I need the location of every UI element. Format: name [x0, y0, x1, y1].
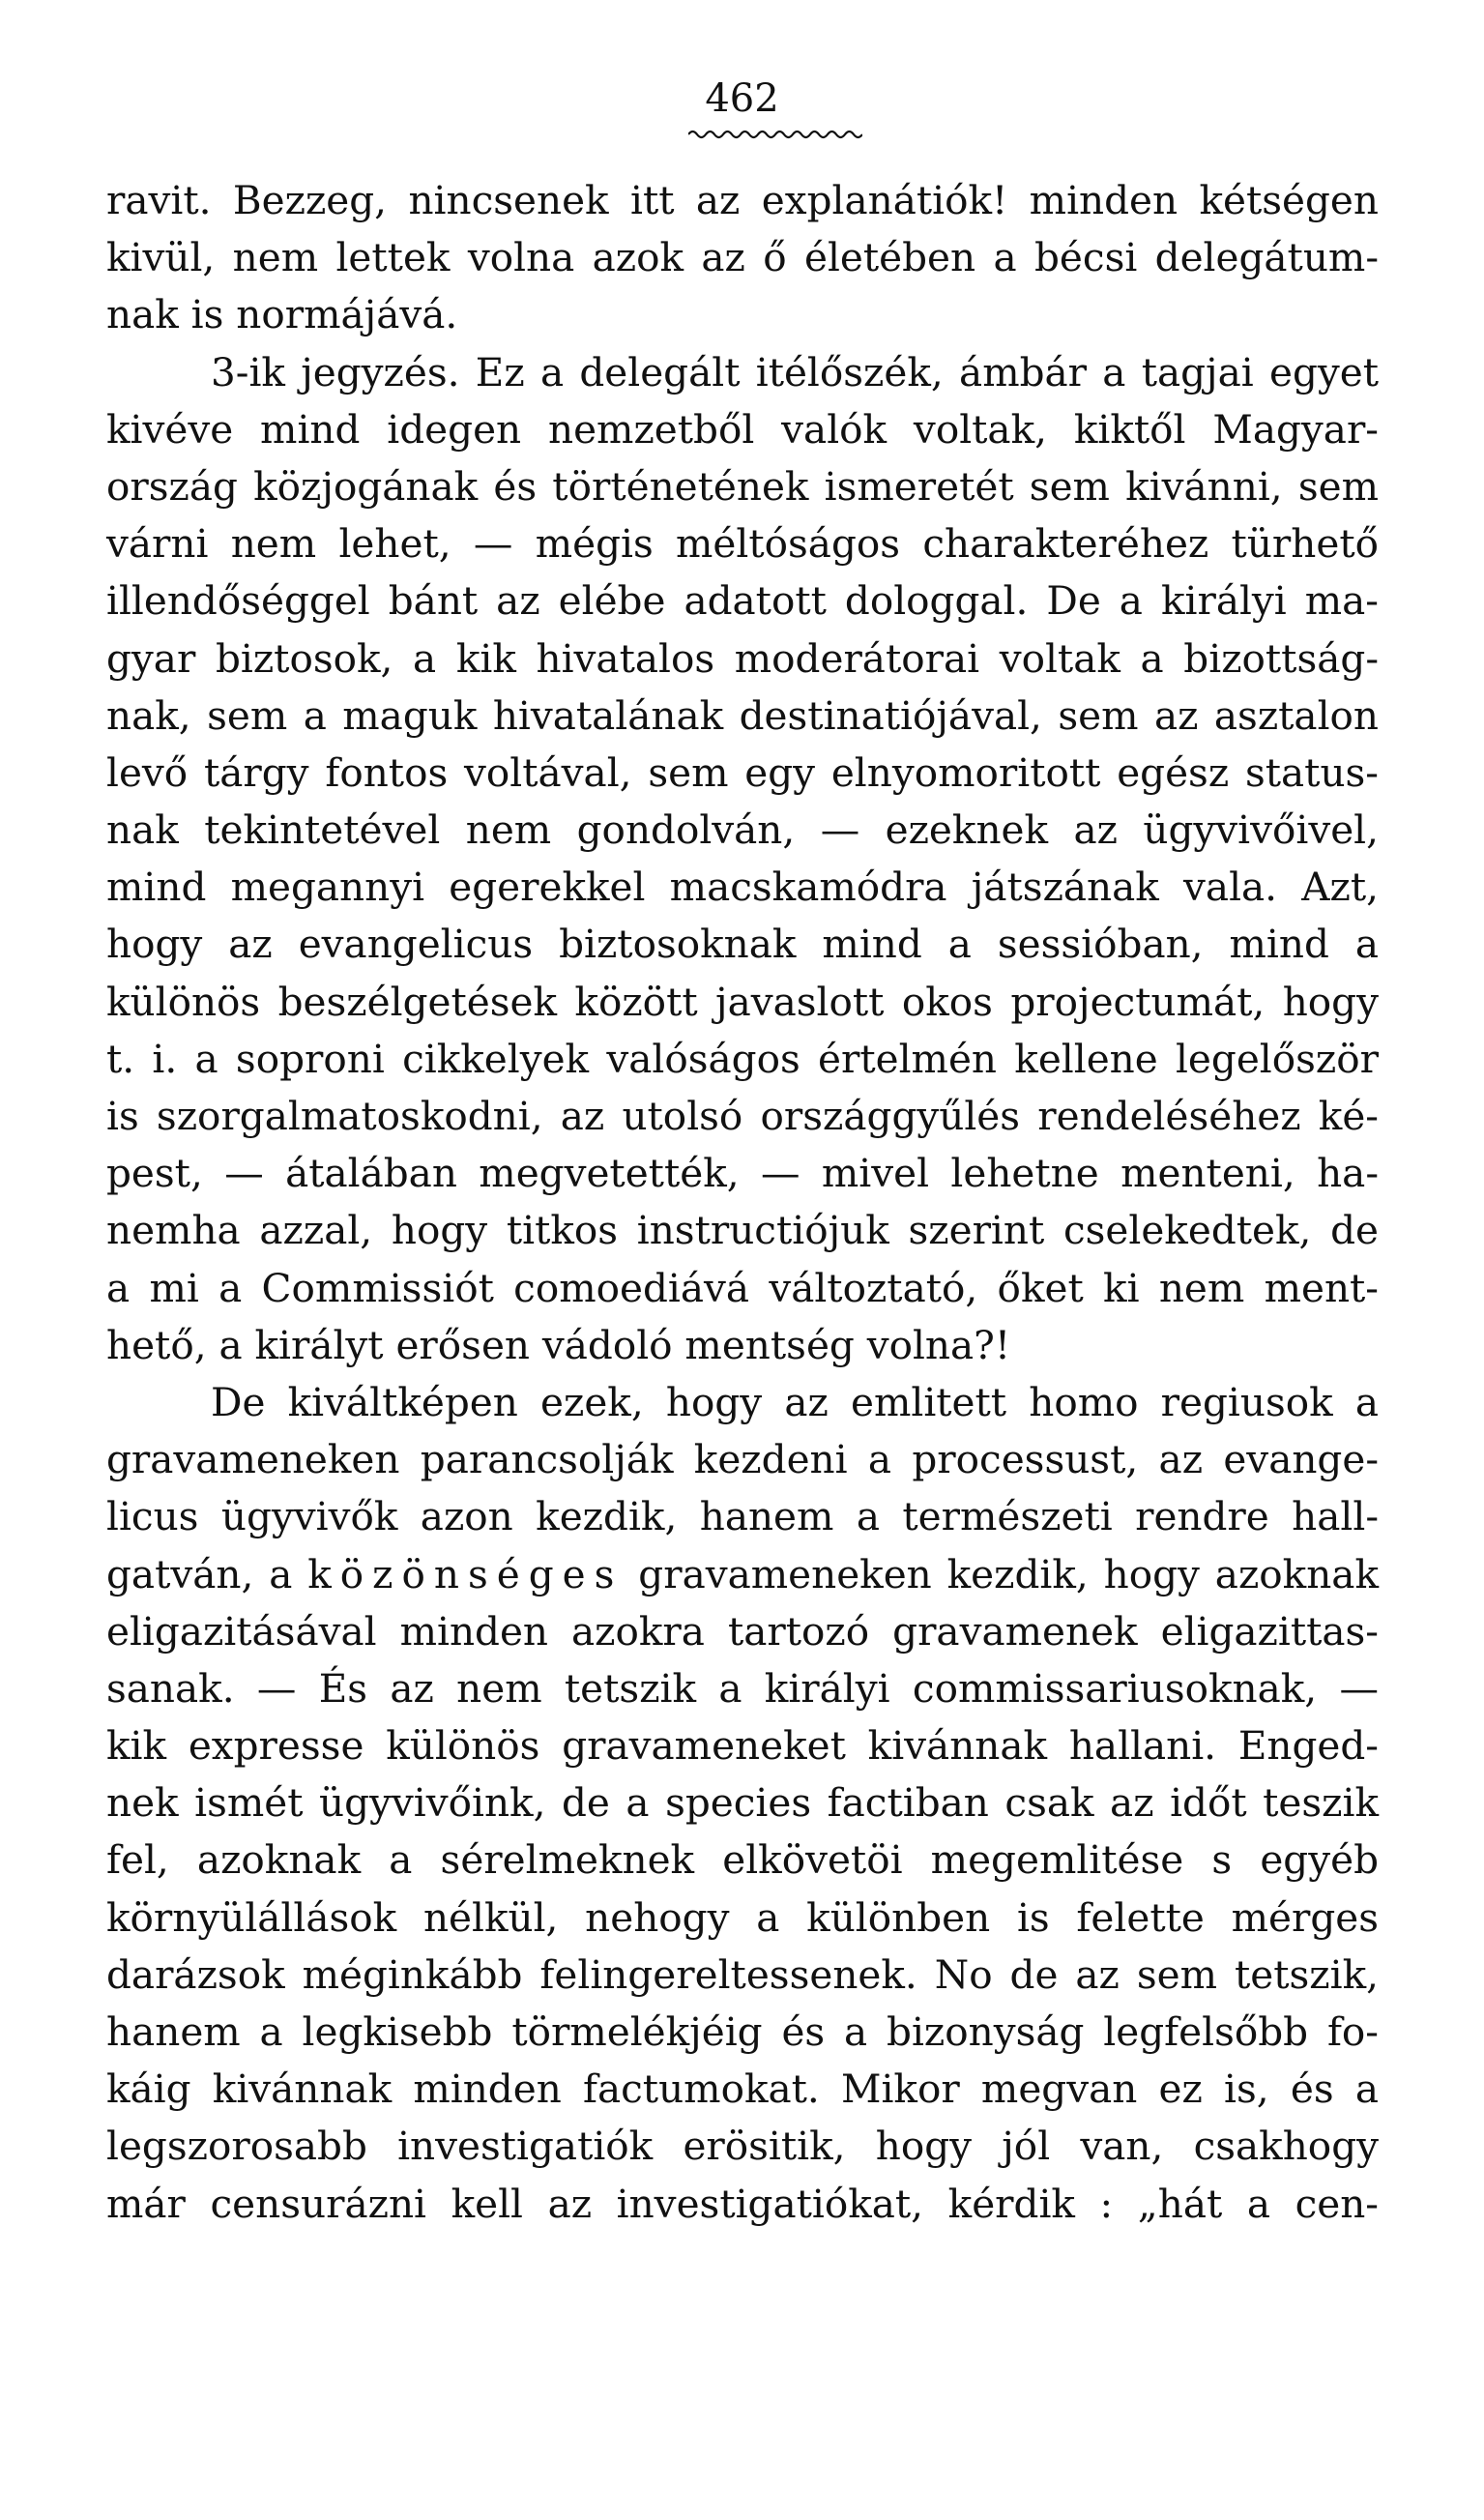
body-text	[106, 172, 1379, 2233]
text-line: De kiváltképen ezek, hogy az emlitett homo regiusok a	[211, 1378, 1379, 1425]
text-line: hető, a királyt erősen vádoló mentség volna?!	[106, 1321, 1011, 1368]
text-line: legszorosabb investigatiók erösitik, hogy jól van, csakhogy	[106, 2123, 1379, 2170]
text-line: ravit. Bezzeg, nincsenek itt az explanátiók! minden kétségen	[106, 177, 1379, 223]
text-line: hogy az evangelicus biztosoknak mind a sessióban, mind a	[106, 921, 1379, 968]
text-line: levő tárgy fontos voltával, sem egy elnyomoritott egész status-	[106, 748, 1379, 796]
text-line: várni nem lehet, — mégis méltóságos charakteréhez türhető	[106, 520, 1379, 568]
text-line: környülállások nélkül, nehogy a különben is felette mérges	[106, 1893, 1379, 1941]
letterspaced-word: közönséges	[307, 1550, 624, 1597]
text-line: mind megannyi egerekkel macskamódra játszának vala. Azt,	[106, 864, 1379, 911]
text-run: gatván, a	[106, 1550, 308, 1597]
text-line: nek ismét ügyvivőink, de a species factiban csak az időt teszik	[106, 1779, 1379, 1827]
text-line: kik expresse különös gravameneket kivánnak hallani. Enged-	[106, 1722, 1379, 1770]
text-line: fel, azoknak a sérelmeknek elkövetöi megemlitése s egyéb	[106, 1836, 1379, 1884]
text-line: licus ügyvivők azon kezdik, hanem a természeti rendre hall-	[106, 1493, 1379, 1540]
text-line: nemha azzal, hogy titkos instructiójuk szerint cselekedtek, de	[106, 1207, 1379, 1254]
text-line: kivéve mind idegen nemzetből valók voltak, kiktől Magyar-	[106, 405, 1379, 453]
text-line: is szorgalmatoskodni, az utolsó országgyűlés rendeléséhez ké-	[106, 1093, 1379, 1139]
text-line: a mi a Commissiót comoediává változtató, őket ki nem ment-	[106, 1264, 1379, 1311]
text-line: pest, — átalában megvetették, — mivel lehetne menteni, ha-	[106, 1150, 1379, 1197]
text-line: hanem a legkisebb törmelékjéig és a bizonyság legfelsőbb fo-	[106, 2008, 1379, 2055]
text-line: 3-ik jegyzés. Ez a delegált itélőszék, ámbár a tagjai egyet	[211, 348, 1379, 396]
page-number: 462	[705, 76, 779, 121]
text-line-spaced	[106, 1546, 1379, 1603]
text-line: káig kivánnak minden factumokat. Mikor megvan ez is, és a	[106, 2066, 1379, 2113]
text-line: már censurázni kell az investigatiókat, kérdik : „hát a cen-	[106, 2180, 1379, 2227]
text-line: gyar biztosok, a kik hivatalos moderátorai voltak a bizottság-	[106, 634, 1379, 682]
text-line: különös beszélgetések között javaslott okos projectumát, hogy	[106, 978, 1379, 1025]
text-line: ország közjogának és történetének ismeretét sem kivánni, sem	[106, 462, 1379, 510]
text-line: eligazitásával minden azokra tartozó gravamenek eligazittas-	[106, 1607, 1379, 1655]
text-line: nak is normájává.	[106, 291, 458, 338]
text-line: nak tekintetével nem gondolván, — ezeknek az ügyvivőivel,	[106, 806, 1379, 854]
text-line: t. i. a soproni cikkelyek valóságos értelmén kellene legelőször	[106, 1035, 1379, 1082]
text-line: gravameneken parancsolják kezdeni a processust, az evange-	[106, 1436, 1379, 1483]
text-line: kivül, nem lettek volna azok az ő életében a bécsi delegátum-	[106, 234, 1379, 281]
wavy-rule-ornament	[688, 128, 862, 141]
text-line: illendőséggel bánt az elébe adatott dologgal. De a királyi ma-	[106, 577, 1379, 625]
text-line: darázsok méginkább felingereltessenek. No de az sem tetszik,	[106, 1950, 1379, 1998]
text-line: nak, sem a maguk hivatalának destinatiójával, sem az asztalon	[106, 691, 1379, 739]
text-line: sanak. — És az nem tetszik a királyi commissariusoknak, —	[106, 1664, 1379, 1712]
text-run: gravameneken kezdik, hogy azoknak	[623, 1550, 1379, 1597]
